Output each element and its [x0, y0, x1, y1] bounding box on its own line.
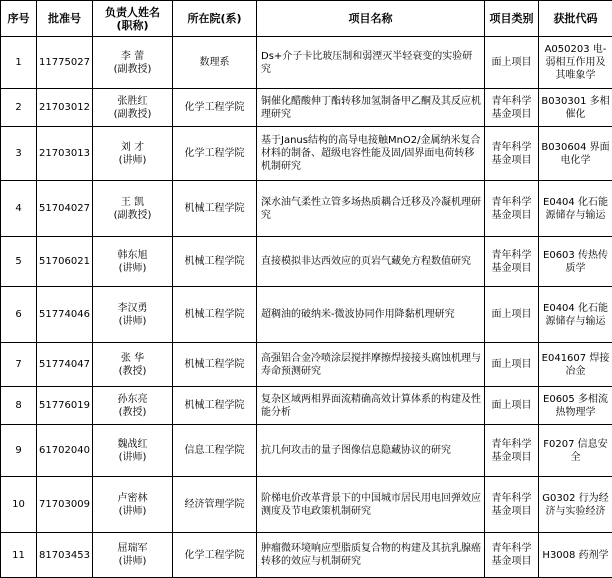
header-category: 项目类别	[485, 1, 539, 37]
category-cell: 青年科学基金项目	[485, 533, 539, 578]
table-row	[1, 237, 612, 287]
project-cell: 直接模拟非达西效应的页岩气藏免方程数值研究	[257, 237, 485, 287]
leader-title: (讲师)	[95, 555, 170, 568]
header-leader-title: (职称)	[95, 19, 170, 32]
approval-cell: 51774047	[37, 343, 93, 387]
code-cell: E0404 化石能源储存与输运	[539, 181, 612, 237]
code-cell: E041607 焊接冶金	[539, 343, 612, 387]
leader-title: (讲师)	[95, 262, 170, 275]
approval-cell: 51776019	[37, 387, 93, 425]
college-cell: 经济管理学院	[173, 477, 257, 533]
category-cell: 青年科学基金项目	[485, 477, 539, 533]
leader-name: 张 华	[95, 352, 170, 365]
table-row	[1, 127, 612, 181]
leader-title: (副教授)	[95, 63, 170, 76]
approval-cell: 51706021	[37, 237, 93, 287]
code-cell: G0302 行为经济与实验经济	[539, 477, 612, 533]
leader-name: 张胜红	[95, 95, 170, 108]
leader-title: (副教授)	[95, 108, 170, 121]
approval-cell: 71703009	[37, 477, 93, 533]
seq-cell: 3	[1, 127, 37, 181]
leader-name: 卢密林	[95, 492, 170, 505]
approval-cell: 21703012	[37, 89, 93, 127]
code-cell: E0605 多相流热物理学	[539, 387, 612, 425]
project-cell: 铜催化醋酸伸丁酯转移加氢制备甲乙酮及其反应机理研究	[257, 89, 485, 127]
project-cell: 肿瘤微环境响应型脂质复合物的构建及其抗乳腺癌转移的效应与机制研究	[257, 533, 485, 578]
college-cell: 机械工程学院	[173, 287, 257, 343]
code-cell: E0404 化石能源储存与输运	[539, 287, 612, 343]
approval-cell: 11775027	[37, 37, 93, 89]
seq-cell: 4	[1, 181, 37, 237]
code-cell: F0207 信息安全	[539, 425, 612, 477]
seq-cell: 9	[1, 425, 37, 477]
leader-name: 李 蕾	[95, 50, 170, 63]
code-cell: A050203 电-弱相互作用及其唯象学	[539, 37, 612, 89]
leader-cell	[93, 89, 173, 127]
college-cell: 机械工程学院	[173, 343, 257, 387]
table-row	[1, 37, 612, 89]
header-code: 获批代码	[539, 1, 612, 37]
approval-cell: 51774046	[37, 287, 93, 343]
leader-cell	[93, 127, 173, 181]
header-row	[1, 1, 612, 37]
leader-name: 孙东亮	[95, 393, 170, 406]
approval-cell: 61702040	[37, 425, 93, 477]
leader-cell	[93, 37, 173, 89]
approval-cell: 51704027	[37, 181, 93, 237]
project-cell: 深水油气柔性立管多场热质耦合迁移及冷凝机理研究	[257, 181, 485, 237]
leader-cell	[93, 477, 173, 533]
leader-title: (副教授)	[95, 209, 170, 222]
leader-name: 王 凯	[95, 196, 170, 209]
project-cell: 高强铝合金冷喷涂层搅拌摩擦焊接接头腐蚀机理与寿命预测研究	[257, 343, 485, 387]
leader-cell	[93, 425, 173, 477]
seq-cell: 11	[1, 533, 37, 578]
seq-cell: 8	[1, 387, 37, 425]
leader-title: (讲师)	[95, 315, 170, 328]
college-cell: 化学工程学院	[173, 89, 257, 127]
category-cell: 面上项目	[485, 287, 539, 343]
code-cell: E0603 传热传质学	[539, 237, 612, 287]
header-college: 所在院(系)	[173, 1, 257, 37]
seq-cell: 1	[1, 37, 37, 89]
college-cell: 机械工程学院	[173, 387, 257, 425]
college-cell: 化学工程学院	[173, 127, 257, 181]
leader-cell	[93, 181, 173, 237]
leader-title: (讲师)	[95, 505, 170, 518]
code-cell: H3008 药剂学	[539, 533, 612, 578]
leader-cell	[93, 533, 173, 578]
seq-cell: 7	[1, 343, 37, 387]
table-row	[1, 287, 612, 343]
leader-title: (讲师)	[95, 451, 170, 464]
category-cell: 青年科学基金项目	[485, 89, 539, 127]
table-row	[1, 181, 612, 237]
category-cell: 青年科学基金项目	[485, 425, 539, 477]
college-cell: 信息工程学院	[173, 425, 257, 477]
table-row	[1, 533, 612, 578]
category-cell: 青年科学基金项目	[485, 127, 539, 181]
project-cell: 抗几何攻击的量子图像信息隐藏协议的研究	[257, 425, 485, 477]
leader-cell	[93, 343, 173, 387]
seq-cell: 2	[1, 89, 37, 127]
category-cell: 青年科学基金项目	[485, 181, 539, 237]
project-cell: Ds+介子卡比玻压制和弱湮灭半轻衰变的实验研究	[257, 37, 485, 89]
header-leader	[93, 1, 173, 37]
leader-name: 李汉勇	[95, 302, 170, 315]
leader-cell	[93, 387, 173, 425]
table-row	[1, 89, 612, 127]
seq-cell: 10	[1, 477, 37, 533]
approval-cell: 21703013	[37, 127, 93, 181]
leader-name: 刘 才	[95, 141, 170, 154]
college-cell: 数理系	[173, 37, 257, 89]
college-cell: 化学工程学院	[173, 533, 257, 578]
code-cell: B030301 多相催化	[539, 89, 612, 127]
header-project: 项目名称	[257, 1, 485, 37]
category-cell: 面上项目	[485, 37, 539, 89]
seq-cell: 6	[1, 287, 37, 343]
project-cell: 阶梯电价改革背景下的中国城市居民用电回弹效应测度及节电政策机制研究	[257, 477, 485, 533]
college-cell: 机械工程学院	[173, 237, 257, 287]
table-row	[1, 425, 612, 477]
header-seq: 序号	[1, 1, 37, 37]
leader-name: 韩东旭	[95, 249, 170, 262]
project-cell: 超稠油的破纳米-微波协同作用降黏机理研究	[257, 287, 485, 343]
header-leader-name: 负责人姓名	[95, 6, 170, 19]
table-row	[1, 343, 612, 387]
leader-title: (讲师)	[95, 154, 170, 167]
leader-name: 屈瑞军	[95, 542, 170, 555]
header-approval: 批准号	[37, 1, 93, 37]
seq-cell: 5	[1, 237, 37, 287]
leader-title: (教授)	[95, 365, 170, 378]
approval-cell: 81703453	[37, 533, 93, 578]
leader-title: (教授)	[95, 406, 170, 419]
table-row	[1, 477, 612, 533]
category-cell: 面上项目	[485, 343, 539, 387]
leader-cell	[93, 237, 173, 287]
leader-cell	[93, 287, 173, 343]
category-cell: 青年科学基金项目	[485, 237, 539, 287]
project-cell: 复杂区域两相界面流精确高效计算体系的构建及性能分析	[257, 387, 485, 425]
project-cell: 基于Janus结构的高导电接触MnO2/金属纳米复合材料的制备、超级电容性能及固/固界面电荷转移机制研究	[257, 127, 485, 181]
code-cell: B030604 界面电化学	[539, 127, 612, 181]
leader-name: 魏战红	[95, 438, 170, 451]
category-cell: 面上项目	[485, 387, 539, 425]
table-row	[1, 387, 612, 425]
college-cell: 机械工程学院	[173, 181, 257, 237]
